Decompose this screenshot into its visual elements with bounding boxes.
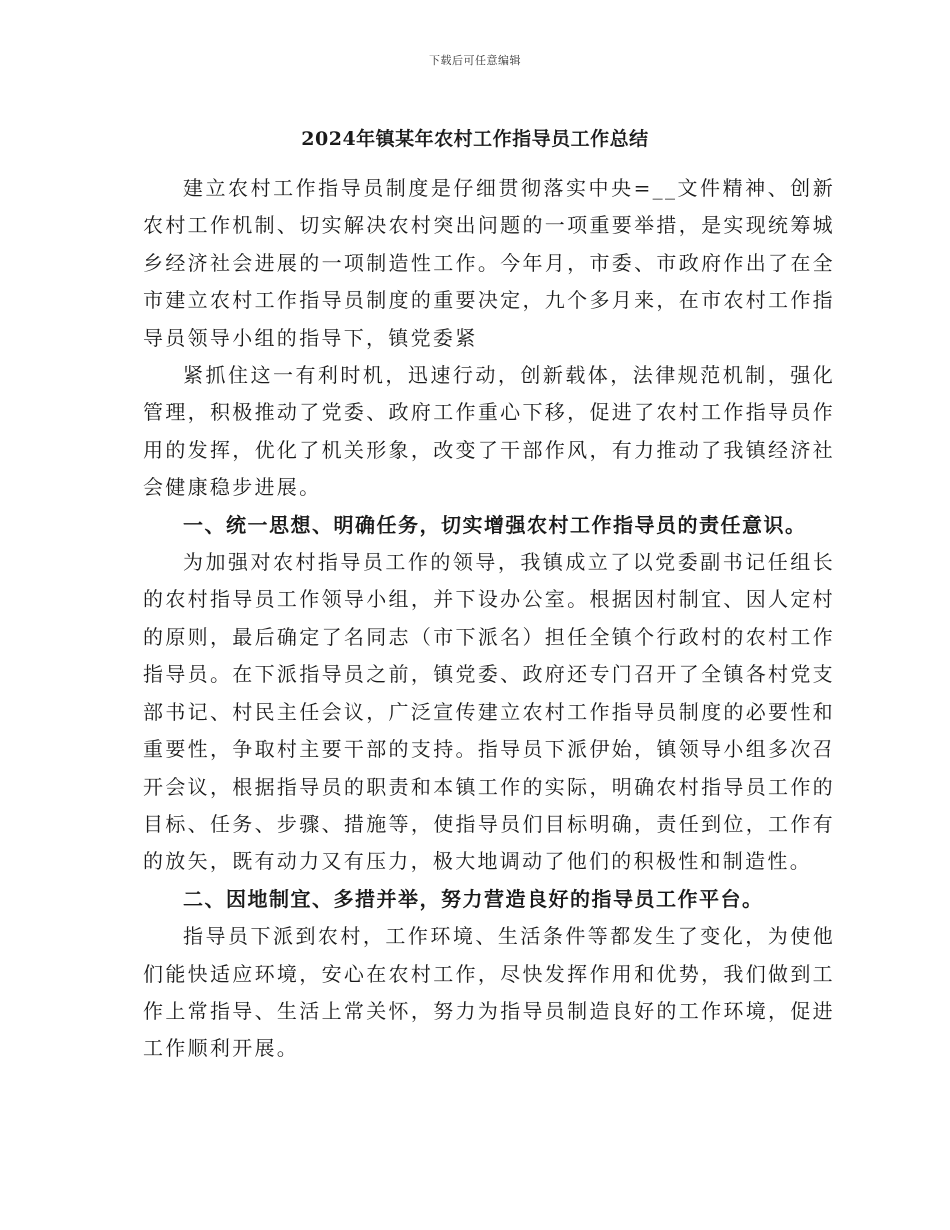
section-heading-1: 一、统一思想、明确任务，切实增强农村工作指导员的责任意识。 [183,512,807,537]
paragraph-continued: 紧抓住这一有利时机，迅速行动，创新载体，法律规范机制，强化管理，积极推动了党委、政府工作重心下移，促进了农村工作指导员作用的发挥，优化了机关形象，改变了干部作风，有力推动了我镇经济社会健康稳步进展。 [143,363,835,500]
header-note: 下载后可任意编辑 [429,54,521,67]
paragraph-section-1: 为加强对农村指导员工作的领导，我镇成立了以党委副书记任组长的农村指导员工作领导小组，并下设办公室。根据因村制宜、因人定村的原则，最后确定了名同志（市下派名）担任全镇个行政村的农村工作指导员。在下派指导员之前，镇党委、政府还专门召开了全镇各村党支部书记、村民主任会议，广泛宣传建立农村工作指导员制度的必要性和重要性，争取村主要干部的支持。指导员下派伊始，镇领导小组多次召开会议，根据指导员的职责和本镇工作的实际，明确农村指导员工作的目标、任务、步骤、措施等，使指导员们目标明确，责任到位，工作有的放矢，既有动力又有压力，极大地调动了他们的积极性和制造性。 [143,550,835,874]
section-heading-2: 二、因地制宜、多措并举，努力营造良好的指导员工作平台。 [183,886,764,911]
document-body [143,170,835,1068]
document-title: 2024年镇某年农村工作指导员工作总结 [301,128,649,150]
paragraph-intro: 建立农村工作指导员制度是仔细贯彻落实中央=__文件精神、创新农村工作机制、切实解决农村突出问题的一项重要举措，是实现统筹城乡经济社会进展的一项制造性工作。今年月，市委、市政府作出了在全市建立农村工作指导员制度的重要决定，九个多月来，在市农村工作指导员领导小组的指导下，镇党委紧 [143,176,835,350]
paragraph-section-2: 指导员下派到农村，工作环境、生活条件等都发生了变化，为使他们能快适应环境，安心在农村工作，尽快发挥作用和优势，我们做到工作上常指导、生活上常关怀，努力为指导员制造良好的工作环境，促进工作顺利开展。 [143,924,835,1061]
